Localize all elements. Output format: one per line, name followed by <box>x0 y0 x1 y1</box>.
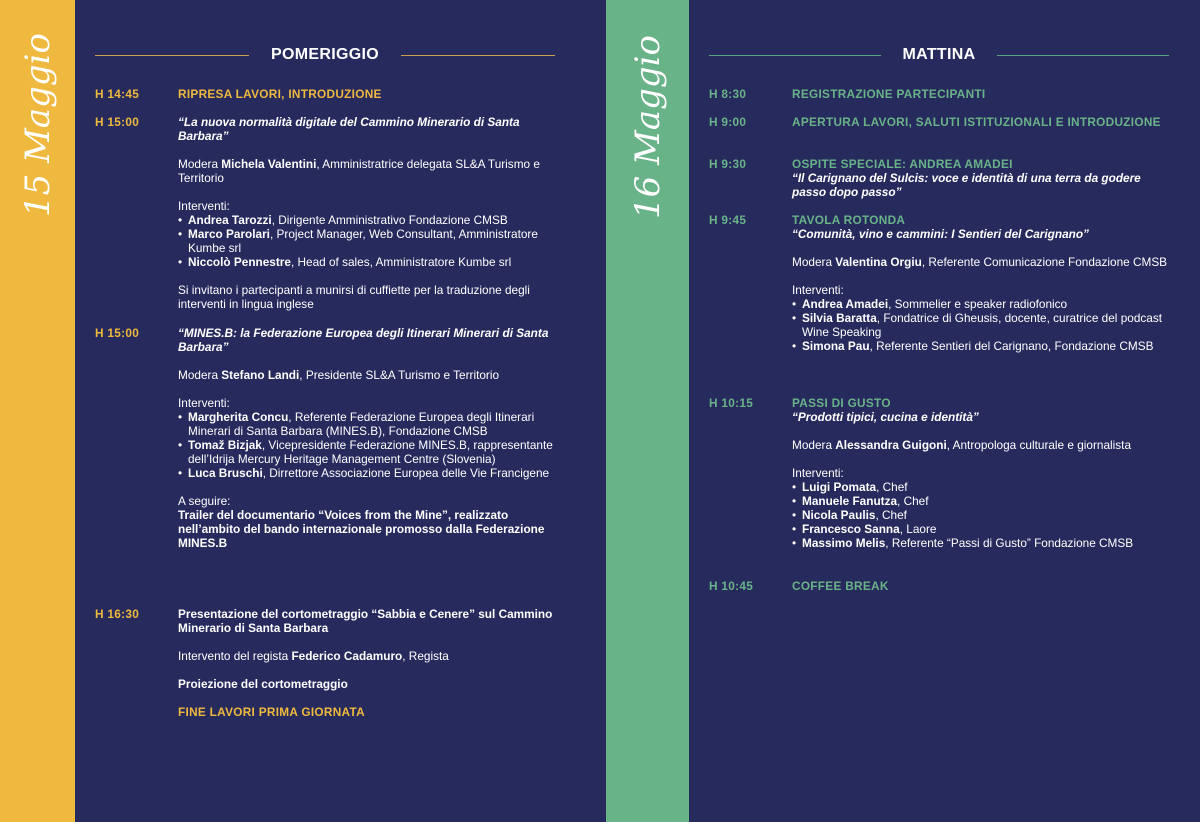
agenda-title: Presentazione del cortometraggio “Sabbia e Cenere” sul Cammino Minerario di Santa Barbara <box>178 607 553 635</box>
agenda-time: H 15:00 <box>95 115 140 129</box>
talk-title: “MINES.B: la Federazione Europea degli Itinerari Minerari di Santa Barbara” <box>178 326 549 354</box>
speakers-heading: Interventi: <box>178 396 230 410</box>
trailer-description: Trailer del documentario “Voices from the Mine”, realizzato nell’ambito del bando internazionale promosso dalla Federazione MINES.B <box>178 508 545 550</box>
agenda-time: H 8:30 <box>709 87 747 101</box>
talk-title: “Il Carignano del Sulcis: voce e identità di una terra da godere passo dopo passo” <box>792 171 1141 199</box>
follow-label: A seguire: <box>178 494 231 508</box>
speaker-item: • Nicola Paulis, Chef <box>792 508 1169 522</box>
speaker-list <box>792 297 1169 353</box>
talk-title: “Comunità, vino e cammini: I Sentieri del Carignano” <box>792 227 1089 241</box>
agenda-title: APERTURA LAVORI, SALUTI ISTITUZIONALI E INTRODUZIONE <box>792 115 1161 129</box>
speaker-item: • Massimo Melis, Referente “Passi di Gusto” Fondazione CMSB <box>792 536 1169 550</box>
agenda-title: COFFEE BREAK <box>792 579 889 593</box>
talk-title: “Prodotti tipici, cucina e identità” <box>792 410 979 424</box>
agenda-time: H 9:30 <box>709 157 747 171</box>
speaker-item: • Simona Pau, Referente Sentieri del Carignano, Fondazione CMSB <box>792 339 1169 353</box>
section-title-text: POMERIGGIO <box>271 46 379 63</box>
section-title-mattina <box>709 44 1169 66</box>
projection-label: Proiezione del cortometraggio <box>178 677 348 691</box>
agenda-time: H 9:00 <box>709 115 747 129</box>
speaker-item: • Manuele Fanutza, Chef <box>792 494 1169 508</box>
agenda-time: H 9:45 <box>709 213 747 227</box>
speaker-item: • Luigi Pomata, Chef <box>792 480 1169 494</box>
agenda-time: H 10:15 <box>709 396 754 410</box>
speakers-heading: Interventi: <box>792 466 844 480</box>
agenda-title: REGISTRAZIONE PARTECIPANTI <box>792 87 986 101</box>
speaker-item: • Andrea Tarozzi, Dirigente Amministrativo Fondazione CMSB <box>178 213 555 227</box>
translation-note: Si invitano i partecipanti a munirsi di cuffiette per la traduzione degli interventi in lingua inglese <box>178 283 530 311</box>
speaker-item: • Francesco Sanna, Laore <box>792 522 1169 536</box>
agenda-title: TAVOLA ROTONDA <box>792 213 906 227</box>
divider-line <box>997 55 1169 56</box>
speaker-item: • Niccolò Pennestre, Head of sales, Amministratore Kumbe srl <box>178 255 555 269</box>
speaker-list <box>178 213 555 269</box>
speaker-item: • Margherita Concu, Referente Federazione Europea degli Itinerari Minerari di Santa Barbara (MINES.B), Fondazione CMSB <box>178 410 555 438</box>
speaker-list <box>178 410 555 480</box>
speaker-item: • Luca Bruschi, Dirrettore Associazione Europea delle Vie Francigene <box>178 466 555 480</box>
divider-line <box>401 55 555 56</box>
agenda-time: H 15:00 <box>95 326 140 340</box>
speaker-item: • Silvia Baratta, Fondatrice di Gheusis, docente, curatrice del podcast Wine Speaking <box>792 311 1169 339</box>
divider-line <box>709 55 881 56</box>
moderator: Modera Valentina Orgiu, Referente Comunicazione Fondazione CMSB <box>792 255 1168 269</box>
divider-line <box>95 55 249 56</box>
moderator: Modera Alessandra Guigoni, Antropologa culturale e giornalista <box>792 438 1131 452</box>
date-band-day1 <box>0 0 75 822</box>
end-of-day-label: FINE LAVORI PRIMA GIORNATA <box>178 705 365 719</box>
speakers-heading: Interventi: <box>792 283 844 297</box>
agenda-time: H 14:45 <box>95 87 140 101</box>
agenda-time: H 16:30 <box>95 607 140 621</box>
date-label-day1: 15 Maggio <box>17 32 58 218</box>
section-title-text: MATTINA <box>902 46 976 63</box>
moderator: Modera Michela Valentini, Amministratrice delegata SL&A Turismo e Territorio <box>178 157 540 185</box>
section-title-pomeriggio <box>95 44 555 66</box>
moderator: Modera Stefano Landi, Presidente SL&A Turismo e Territorio <box>178 368 500 382</box>
speaker-item: • Andrea Amadei, Sommelier e speaker radiofonico <box>792 297 1169 311</box>
agenda-title: RIPRESA LAVORI, INTRODUZIONE <box>178 87 382 101</box>
agenda-title: OSPITE SPECIALE: ANDREA AMADEI <box>792 157 1013 171</box>
speakers-heading: Interventi: <box>178 199 230 213</box>
director-intervention: Intervento del regista Federico Cadamuro, Regista <box>178 649 449 663</box>
talk-title: “La nuova normalità digitale del Cammino Minerario di Santa Barbara” <box>178 115 520 143</box>
date-band-day2 <box>606 0 689 822</box>
speaker-item: • Marco Parolari, Project Manager, Web Consultant, Amministratore Kumbe srl <box>178 227 555 255</box>
speaker-item: • Tomaž Bizjak, Vicepresidente Federazione MINES.B, rappresentante dell’Idrija Mercury Heritage Management Centre (Slovenia) <box>178 438 555 466</box>
speaker-list <box>792 480 1169 550</box>
agenda-time: H 10:45 <box>709 579 754 593</box>
date-label-day2: 16 Maggio <box>627 34 668 220</box>
agenda-title: PASSI DI GUSTO <box>792 396 891 410</box>
